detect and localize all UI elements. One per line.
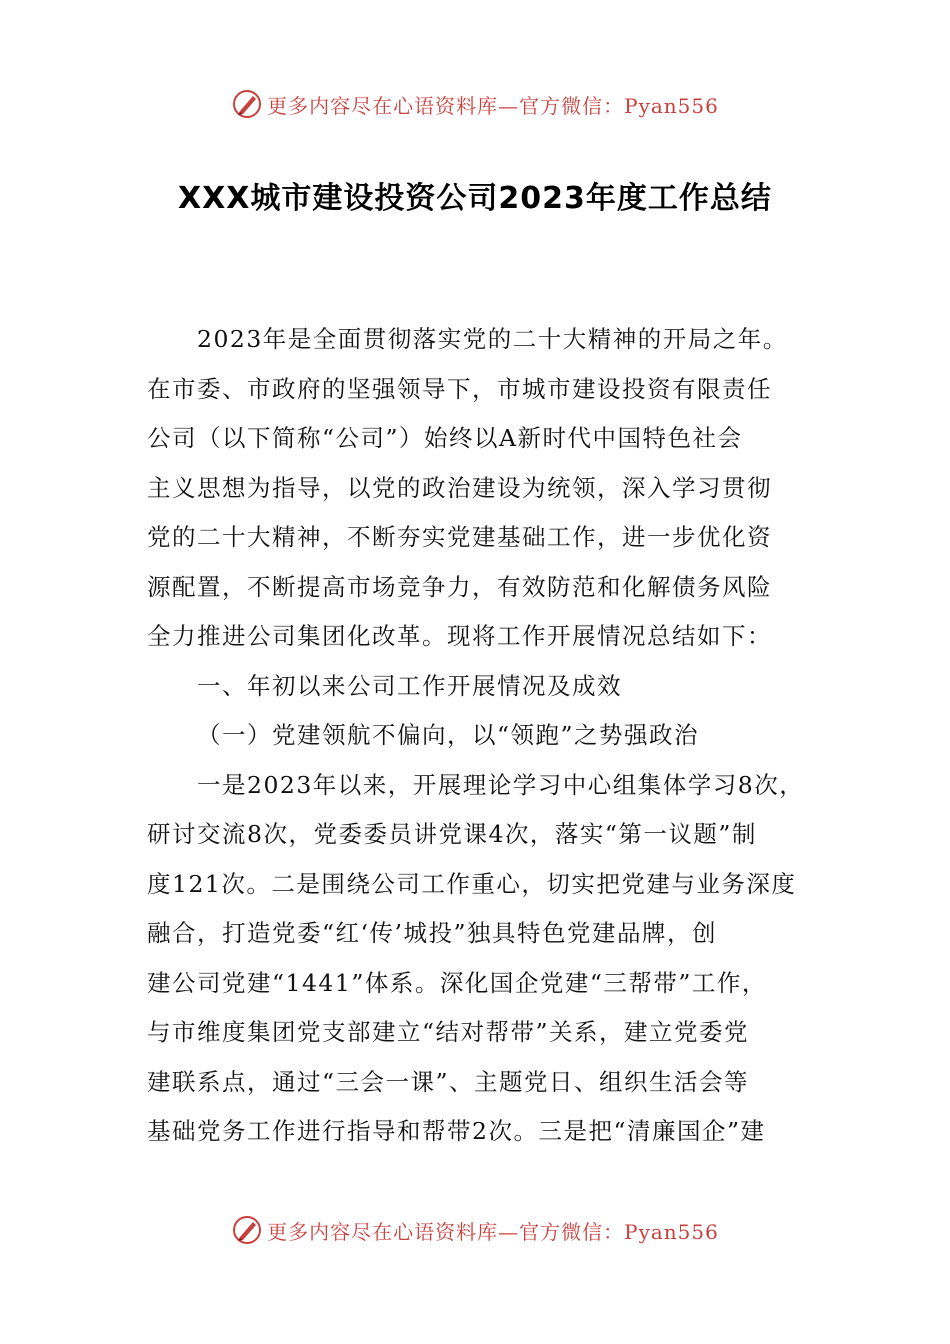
body-line: 在市委、市政府的坚强领导下，市城市建设投资有限责任: [147, 374, 772, 403]
body-line: 研讨交流8次，党委委员讲党课4次，落实“第一议题”制: [147, 820, 757, 848]
footer-banner: [0, 1210, 950, 1250]
wechat-id: Pyan556: [624, 1219, 719, 1244]
pen-logo-icon: [231, 1214, 263, 1246]
body-line: 主义思想为指导，以党的政治建设为统领，深入学习贯彻: [147, 473, 772, 502]
document-title: XXX城市建设投资公司2023年度工作总结: [178, 181, 772, 216]
body-line: 全力推进公司集团化改革。现将工作开展情况总结如下：: [147, 622, 772, 650]
body-line: 一是2023年以来，开展理论学习中心组集体学习8次，: [197, 770, 805, 799]
body-line: 2023年是全面贯彻落实党的二十大精神的开局之年。: [197, 325, 788, 353]
body-line: 度121次。二是围绕公司工作重心，切实把党建与业务深度: [147, 869, 797, 898]
banner-text: 更多内容尽在心语资料库—官方微信：Pyan556: [267, 1219, 719, 1244]
pen-logo-icon: [231, 88, 263, 120]
wechat-id: Pyan556: [624, 93, 719, 118]
subsection-heading: （一）党建领航不偏向，以“领跑”之势强政治: [197, 721, 700, 749]
section-heading: 一、年初以来公司工作开展情况及成效: [197, 671, 622, 700]
body-line: 公司（以下简称“公司”）始终以A新时代中国特色社会: [147, 424, 743, 452]
body-line: 建联系点，通过“三会一课”、主题党日、组织生活会等: [147, 1067, 750, 1096]
body-line: 党的二十大精神，不断夯实党建基础工作，进一步优化资: [147, 523, 772, 551]
body-line: 与市维度集团党支部建立“结对帮带”关系，建立党委党: [147, 1018, 750, 1046]
banner-text: 更多内容尽在心语资料库—官方微信：Pyan556: [267, 93, 719, 118]
body-line: 融合，打造党委“红‘传’城投”独具特色党建品牌，创: [147, 919, 717, 947]
body-line: 建公司党建“1441”体系。深化国企党建“三帮带”工作，: [147, 968, 767, 997]
document-body: [147, 315, 807, 1157]
header-banner: [0, 84, 950, 124]
body-line: 基础党务工作进行指导和帮带2次。三是把“清廉国企”建: [147, 1117, 766, 1145]
body-line: 源配置，不断提高市场竞争力，有效防范和化解债务风险: [147, 572, 772, 601]
